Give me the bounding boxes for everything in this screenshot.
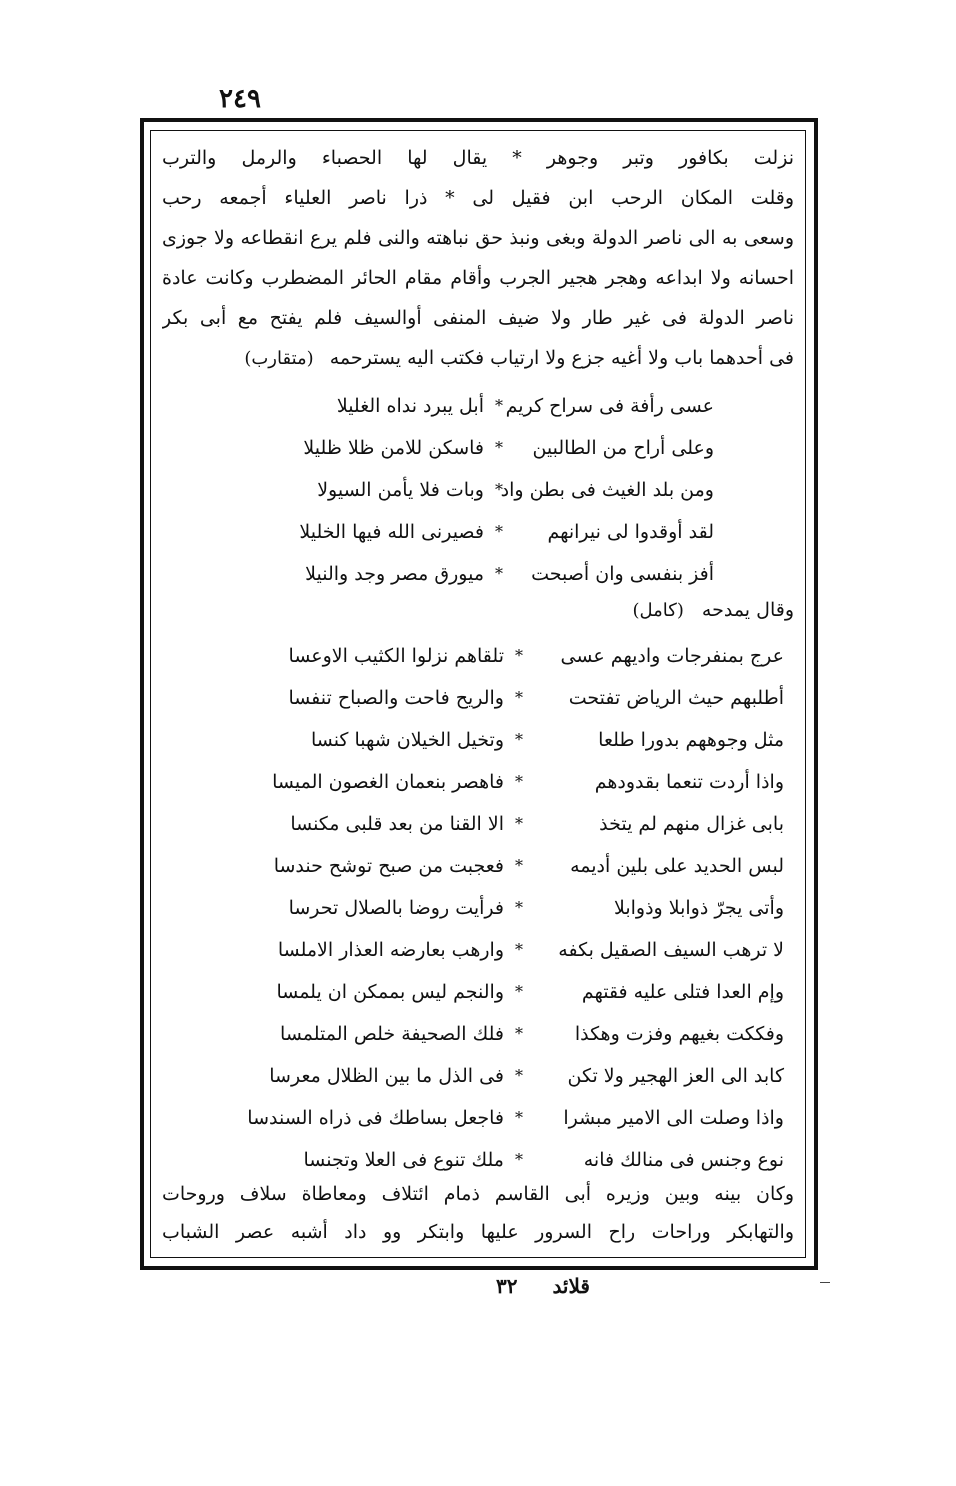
signature-mark: ٣٢ [495, 1274, 518, 1298]
hemistich-second: أبل يبرد نداه الغليلا [336, 395, 484, 417]
hemistich-second: تلقاهم نزلوا الكثيب الاوعسا [288, 645, 504, 667]
hemistich-second: وتخيل الخيلان شهبا كنسا [310, 729, 504, 751]
prose-line: ناصر الدولة فى غير طار ولا ضيف المنفى أوالسيف فلم يفتح مع أبى بكر [162, 307, 794, 329]
verse-separator: * [495, 438, 503, 457]
hemistich-first: واذا أردت تنعما بقدودهم [594, 771, 784, 793]
hemistich-second: فاهصر بنعمان الغصون الميسا [272, 771, 504, 793]
hemistich-second: ملك تنوع فى العلا وتجنسا [303, 1149, 504, 1171]
verse-separator: * [495, 522, 503, 541]
verse-separator: * [495, 396, 503, 415]
hemistich-second: وارهب بعارضه العذار الاملسا [277, 939, 504, 961]
hemistich-second: فاجعل بساطك فى ذراه السندسا [247, 1107, 504, 1129]
hemistich-first: بابى غزال منهم لم يتخذ [599, 813, 784, 835]
meter-label: (متقارب) [244, 348, 314, 369]
prose-line: وقلت المكان الرحب ابن فقيل لى * ذرا ناصر العلياء أجمعه رحب [162, 187, 794, 209]
prose-line: وسعى به الى ناصر الدولة وبغى ونبذ حق نباهته والنى فلم يرع انقطاعه ولا جوزى [162, 227, 794, 249]
verse-row [234, 720, 784, 760]
hemistich-first: ومن بلد الغيث فى بطن واد [500, 479, 714, 501]
hemistich-second: الا القنا من بعد قلبى مكنسا [290, 813, 504, 835]
footer-catchword: قلائد [552, 1274, 590, 1298]
prose-line: نزلت بكافور وتبر وجوهر * يقال لها الحصباء والرمل والترب [162, 147, 794, 169]
verse-row [254, 428, 714, 468]
verse-row [234, 1098, 784, 1138]
verse-separator: * [515, 898, 523, 917]
verse-row [254, 554, 714, 594]
verse-row [254, 512, 714, 552]
meter-label: (كامل) [632, 600, 684, 621]
hemistich-first: لبس الحديد على بلين أديمه [570, 855, 784, 877]
verse-row [234, 804, 784, 844]
hemistich-second: وبات فلا يأمن السيولا [317, 479, 484, 501]
hemistich-first: كابد الى العز الهجير ولا تكن [567, 1065, 784, 1087]
prose-line [162, 338, 794, 378]
verse-separator: * [515, 982, 523, 1001]
hemistich-first: عسى رأفة فى سراح كريم [505, 395, 714, 417]
hemistich-first: وفككت بغيهم وفزت وهكذا [574, 1023, 784, 1045]
verse-row [254, 386, 714, 426]
verse-separator: * [515, 772, 523, 791]
hemistich-first: عرج بمنفرجات واديهم عسى [560, 645, 784, 667]
poem-intro [633, 590, 795, 630]
hemistich-first: أفز بنفسى وان أصبحت [531, 563, 714, 585]
verse-row [234, 888, 784, 928]
verse-row [234, 930, 784, 970]
verse-row [234, 972, 784, 1012]
verse-row [234, 678, 784, 718]
hemistich-second: فلك الصحيفة خلص المتلمسا [280, 1023, 504, 1045]
hemistich-first: وأتى يجرّ ذوابلا وذوابلا [614, 897, 784, 919]
hemistich-first: لقد أوقدوا لى نيرانهم [547, 521, 714, 543]
prose-line: احسانه ولا ابداعه وهجر هجير الجرب وأقام مقام الحائر المضطرب وكانت عادة [162, 267, 794, 289]
page-number: ٢٤٩ [219, 84, 261, 114]
hemistich-second: ميورق مصر وجد والنيلا [305, 563, 484, 585]
hemistich-second: فعجبت من صبح توشح حندسا [273, 855, 504, 877]
verse-row [234, 636, 784, 676]
verse-separator: * [515, 1066, 523, 1085]
hemistich-first: لا ترهب السيف الصقيل بكفه [558, 939, 784, 961]
hemistich-second: فاسكن للامن ظلا ظليلا [303, 437, 484, 459]
verse-separator: * [495, 480, 503, 499]
verse-row [234, 1056, 784, 1096]
hemistich-first: نوع وجنس فى منالك فانه [583, 1149, 784, 1171]
verse-row [234, 846, 784, 886]
verse-separator: * [515, 646, 523, 665]
verse-separator: * [515, 814, 523, 833]
hemistich-first: واذا وصلت الى الامير مبشرا [563, 1107, 784, 1129]
intro-text: وقال يمدحه [701, 599, 794, 621]
prose-text: فى أحدهما باب ولا أغيه جزع ولا ارتياب فكتب اليه يسترحمه [329, 347, 794, 369]
scan-mark [820, 1282, 830, 1283]
verse-separator: * [515, 856, 523, 875]
hemistich-first: مثل وجوههم بدورا طلعا [598, 729, 784, 751]
hemistich-first: أطلبهم حيث الرياض تفتحت [568, 687, 784, 709]
verse-separator: * [515, 688, 523, 707]
verse-row [234, 1014, 784, 1054]
verse-row [234, 762, 784, 802]
verse-separator: * [495, 564, 503, 583]
hemistich-second: فى الذل ما بين الظلال معرسا [269, 1065, 504, 1087]
hemistich-first: وإم العدا فتلى عليه فقتهم [581, 981, 784, 1003]
verse-separator: * [515, 940, 523, 959]
hemistich-first: وعلى أراح من الطالبين [532, 437, 714, 459]
prose-line: والتهابكر وراحات راح السرور عليها وابتكر وو داد أشبه عصر الشباب [162, 1221, 794, 1243]
hemistich-second: والريح فاحت والصباح تنفسا [288, 687, 504, 709]
hemistich-second: فرأيت روضا بالصلال تحرسا [288, 897, 504, 919]
main-text-block [162, 138, 794, 1256]
verse-separator: * [515, 1108, 523, 1127]
verse-row [254, 470, 714, 510]
hemistich-second: والنجم ليس بممكن ان يلمسا [276, 981, 504, 1003]
verse-separator: * [515, 1024, 523, 1043]
verse-separator: * [515, 1150, 523, 1169]
prose-line: وكان بينه وبين وزيره أبى القاسم ذمام ائتلاف ومعاطاة سلاف وروحات [162, 1183, 794, 1205]
hemistich-second: فصيرنى الله فيها الخليلا [299, 521, 484, 543]
verse-separator: * [515, 730, 523, 749]
page-footer [360, 1274, 590, 1298]
